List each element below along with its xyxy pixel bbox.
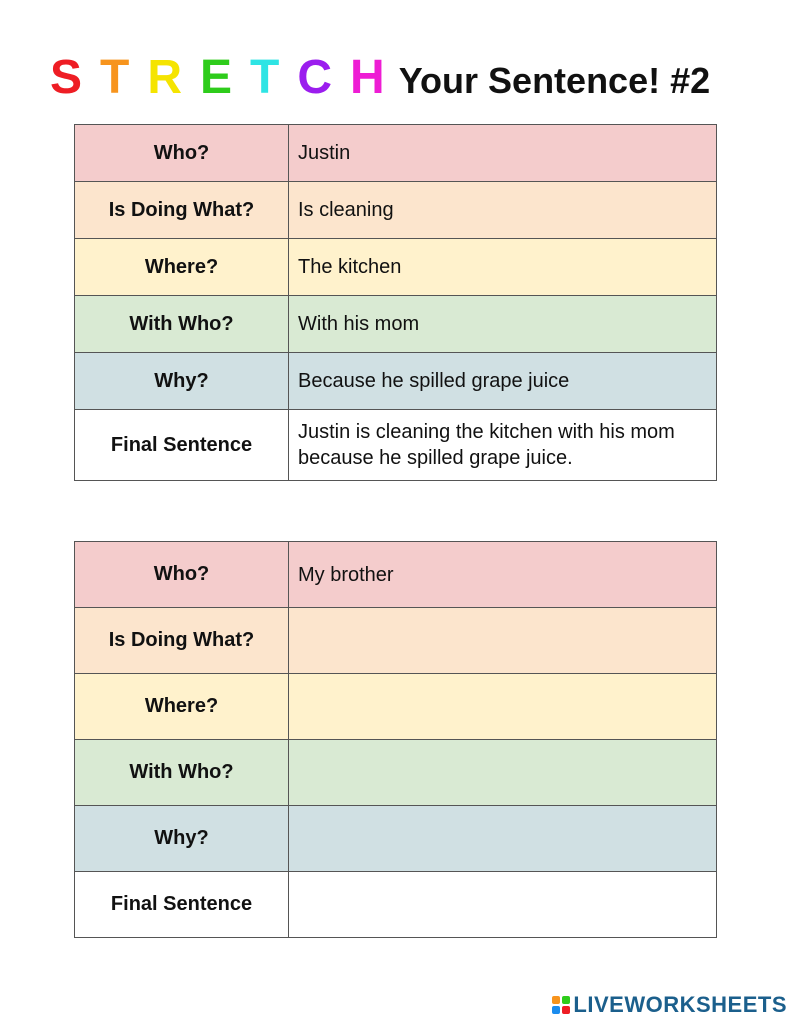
row-label: Why? (75, 353, 289, 410)
example-row-doing (75, 182, 717, 239)
logo-square (552, 1006, 560, 1014)
row-label: Why? (75, 806, 289, 872)
title-letter-e: E (200, 51, 233, 104)
row-value: The kitchen (289, 239, 717, 296)
answer-field-doing[interactable] (289, 608, 717, 674)
practice-row-where (75, 674, 717, 740)
row-label: With Who? (75, 296, 289, 353)
row-label: Final Sentence (75, 872, 289, 938)
answer-field-why[interactable] (289, 806, 717, 872)
answer-field-final[interactable] (289, 872, 717, 938)
practice-row-who (75, 542, 717, 608)
worksheet-title (50, 48, 710, 108)
title-letter-t: T (100, 51, 130, 104)
example-row-with (75, 296, 717, 353)
row-label: Is Doing What? (75, 608, 289, 674)
row-value: Justin is cleaning the kitchen with his mom because he spilled grape juice. (289, 410, 717, 481)
row-value: Justin (289, 125, 717, 182)
row-value: Is cleaning (289, 182, 717, 239)
logo-square (552, 996, 560, 1004)
title-letter-s: S (50, 51, 83, 104)
title-letter-c: C (297, 51, 333, 104)
title-letter-h: H (350, 51, 385, 104)
logo-square (562, 1006, 570, 1014)
answer-field-where[interactable] (289, 674, 717, 740)
title-rest: Your Sentence! #2 (398, 60, 711, 101)
row-label: Who? (75, 542, 289, 608)
row-label: Who? (75, 125, 289, 182)
liveworksheets-brand (552, 992, 787, 1018)
row-value: With his mom (289, 296, 717, 353)
example-row-final (75, 410, 717, 481)
practice-row-with (75, 740, 717, 806)
brand-text: LIVEWORKSHEETS (573, 992, 787, 1017)
practice-row-final (75, 872, 717, 938)
answer-field-who[interactable]: My brother (289, 542, 717, 608)
answer-field-with[interactable] (289, 740, 717, 806)
row-label: Final Sentence (75, 410, 289, 481)
logo-square (562, 996, 570, 1004)
row-label: Is Doing What? (75, 182, 289, 239)
example-row-why (75, 353, 717, 410)
row-value: Because he spilled grape juice (289, 353, 717, 410)
row-label: With Who? (75, 740, 289, 806)
liveworksheets-logo-icon (552, 996, 570, 1014)
row-label: Where? (75, 239, 289, 296)
example-table (74, 124, 717, 481)
title-letter-r: R (147, 51, 183, 104)
practice-table (74, 541, 717, 938)
row-label: Where? (75, 674, 289, 740)
example-row-where (75, 239, 717, 296)
practice-row-doing (75, 608, 717, 674)
practice-row-why (75, 806, 717, 872)
example-row-who (75, 125, 717, 182)
title-letter-t2: T (250, 51, 280, 104)
